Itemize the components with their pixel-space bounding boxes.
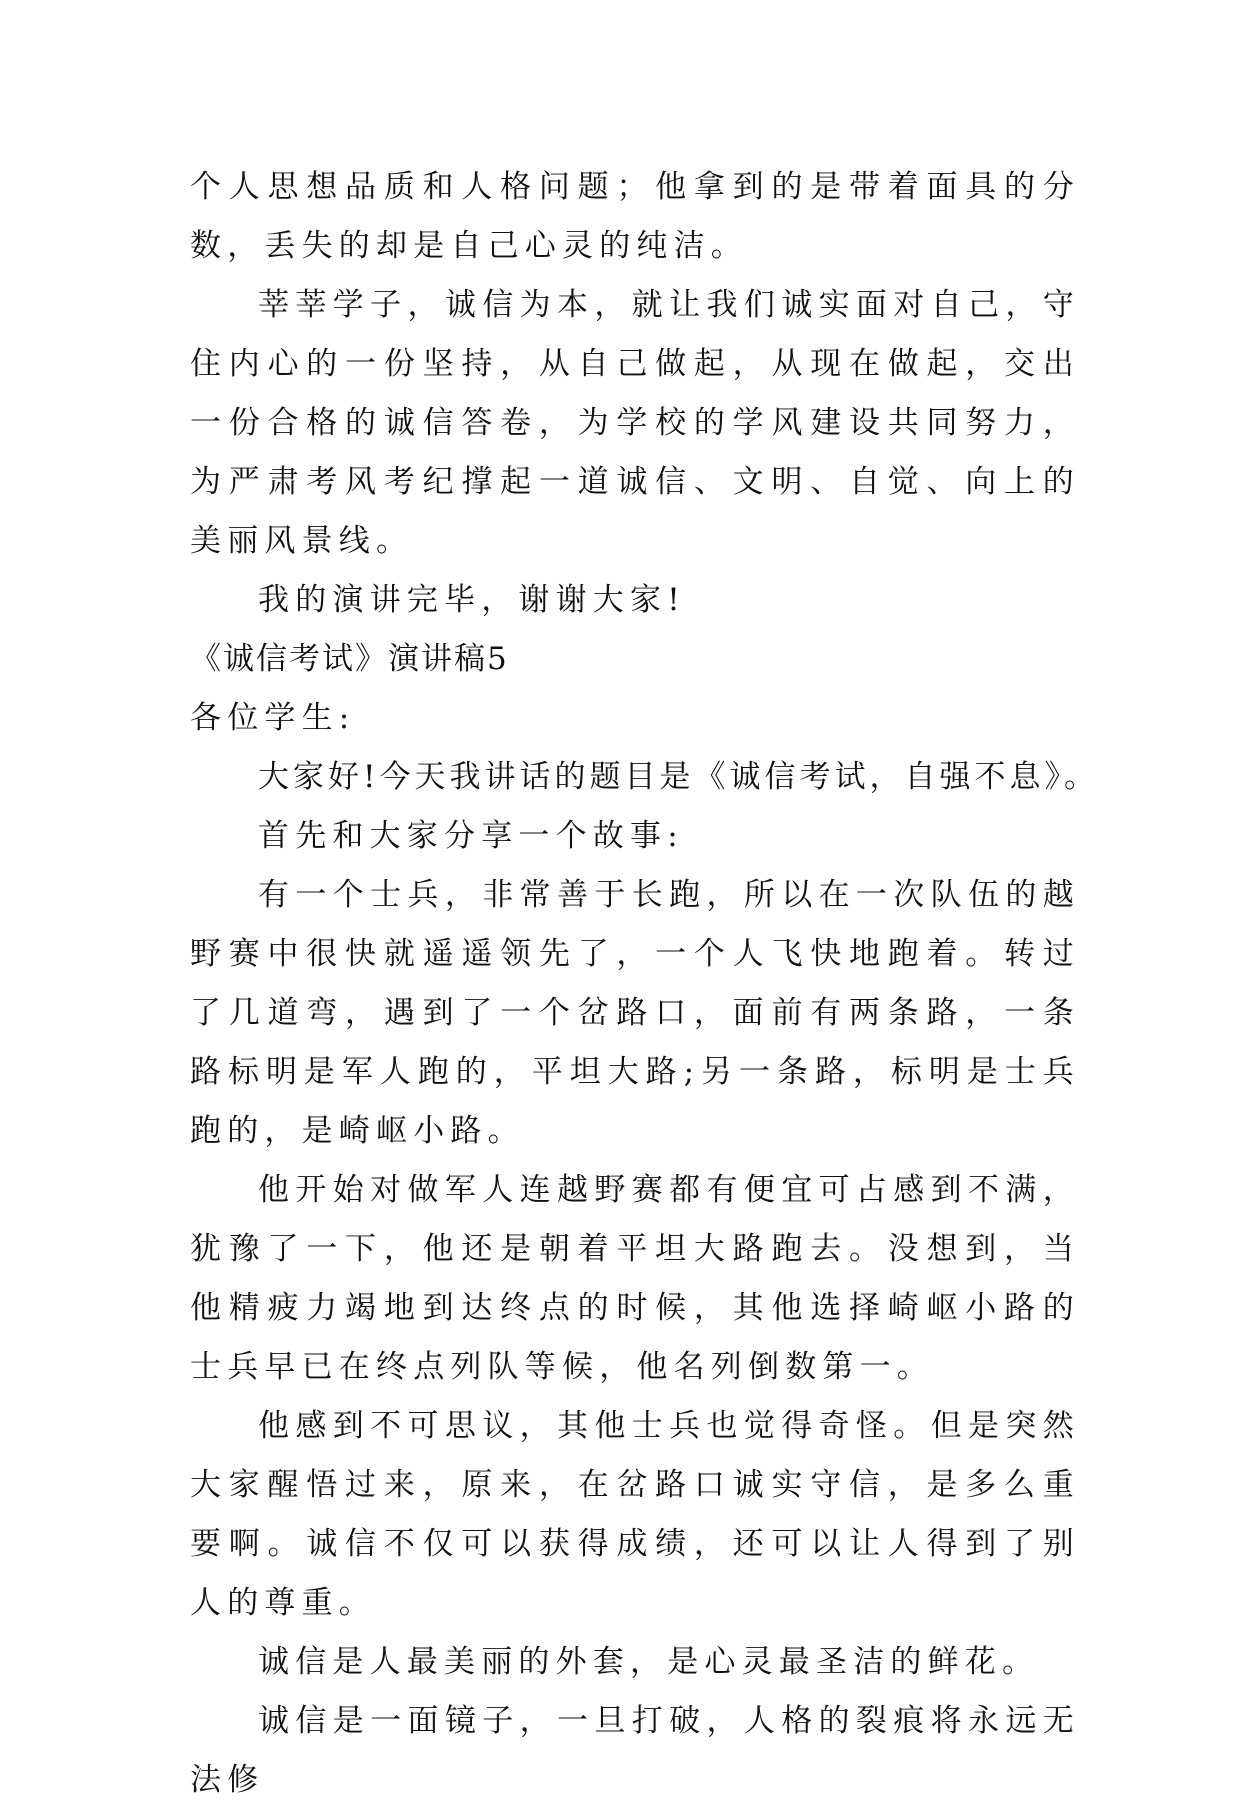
document-body [190, 158, 1099, 1810]
speech-title: 《诚信考试》演讲稿5 [190, 641, 509, 677]
paragraph-integrity-2: 诚信是一面镜子，一旦打破，人格的裂痕将永远无法修 [190, 1703, 1080, 1798]
paragraph-integrity-1: 诚信是人最美丽的外套，是心灵最圣洁的鲜花。 [258, 1644, 1040, 1680]
story-paragraph-3: 他感到不可思议，其他士兵也觉得奇怪。但是突然大家醒悟过来，原来，在岔路口诚实守信，是多么重要啊。诚信不仅可以获得成绩，还可以让人得到了别人的尊重。 [190, 1408, 1080, 1621]
paragraph-closing: 我的演讲完毕，谢谢大家! [258, 582, 686, 618]
paragraph-2: 莘莘学子，诚信为本，就让我们诚实面对自己，守住内心的一份坚持，从自己做起，从现在做起，交出一份合格的诚信答卷，为学校的学风建设共同努力，为严肃考风考纪撑起一道诚信、文明、自觉、向上的美丽风景线。 [190, 287, 1080, 559]
paragraph-1: 个人思想品质和人格问题；他拿到的是带着面具的分数，丢失的却是自己心灵的纯洁。 [190, 169, 1080, 264]
opening-line: 大家好!今天我讲话的题目是《诚信考试，自强不息》。 [258, 759, 1099, 795]
story-paragraph-2: 他开始对做军人连越野赛都有便宜可占感到不满，犹豫了一下，他还是朝着平坦大路跑去。没想到，当他精疲力竭地到达终点的时候，其他选择崎岖小路的士兵早已在终点列队等候，他名列倒数第一。 [190, 1172, 1080, 1385]
story-intro: 首先和大家分享一个故事: [258, 818, 684, 854]
salutation: 各位学生: [190, 700, 356, 736]
story-paragraph-1: 有一个士兵，非常善于长跑，所以在一次队伍的越野赛中很快就遥遥领先了，一个人飞快地跑着。转过了几道弯，遇到了一个岔路口，面前有两条路，一条路标明是军人跑的，平坦大路;另一条路，标明是士兵跑的，是崎岖小路。 [190, 877, 1080, 1149]
